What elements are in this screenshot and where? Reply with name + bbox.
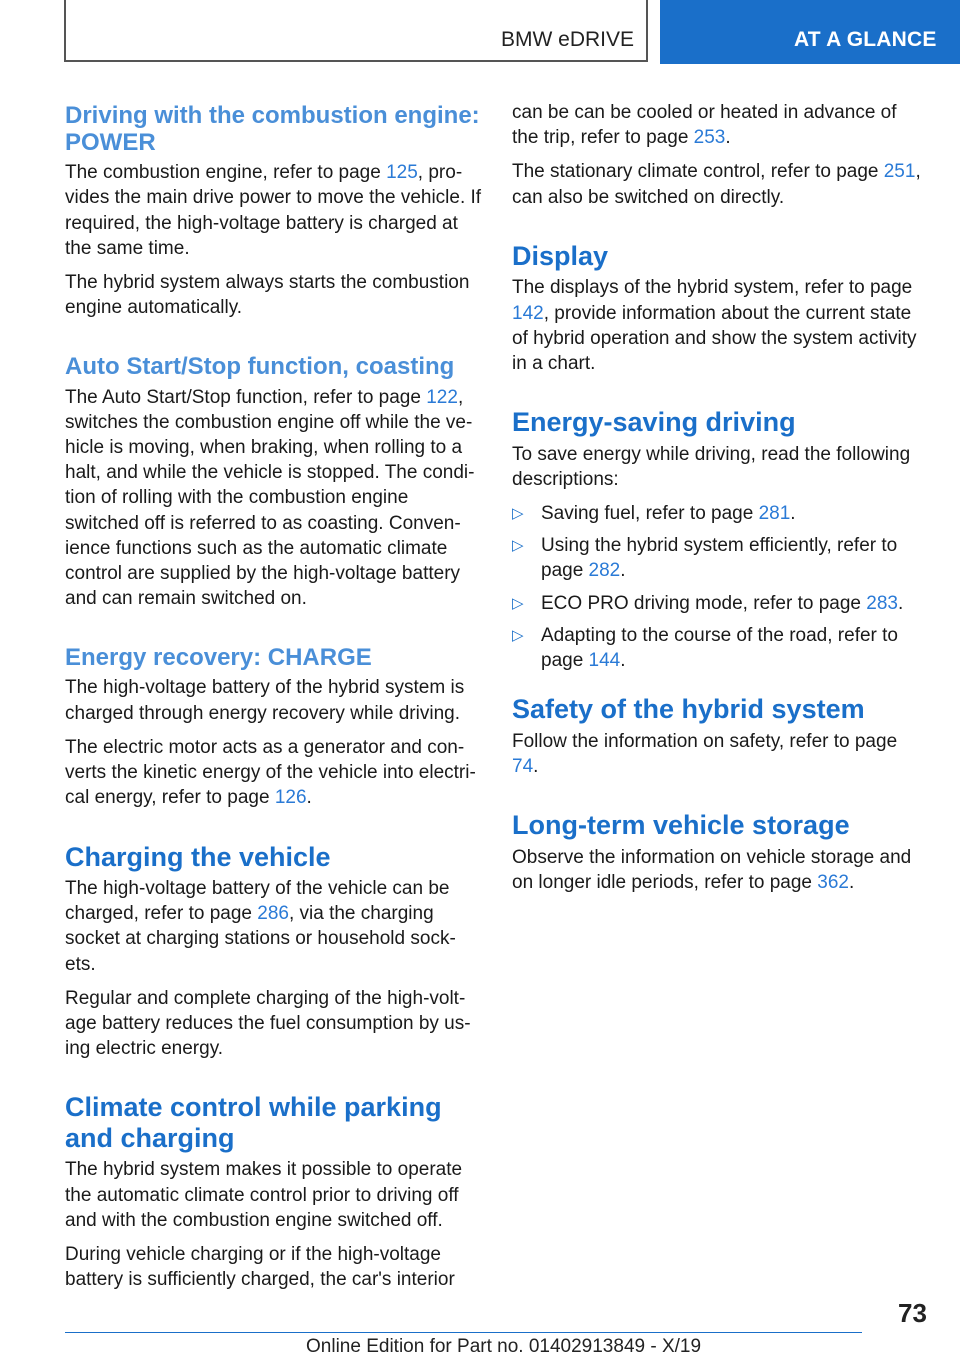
page-number: 73 (898, 1298, 927, 1328)
header-chapter-label: BMW eDRIVE (500, 28, 634, 51)
heading-display: Display (512, 240, 609, 271)
footer-divider (65, 1332, 862, 1333)
page-link[interactable]: 283 (866, 592, 898, 614)
list-item: ▷ Using the hybrid system efficiently, refer to page 282. (512, 535, 898, 582)
page-link[interactable]: 122 (426, 386, 458, 408)
paragraph: Regular and complete charging of the high-volt-age battery reduces the fuel consumption by us-ing electric energy. (65, 987, 471, 1060)
paragraph: The high-voltage battery of the hybrid system is charged through energy recovery while driving. (65, 677, 465, 724)
right-column (512, 100, 922, 904)
heading-charging-vehicle: Charging the vehicle (65, 841, 331, 872)
triangle-bullet-icon: ▷ (512, 594, 524, 612)
page-link[interactable]: 251 (883, 161, 916, 183)
list-item: ▷ Saving fuel, refer to page 281. (512, 501, 922, 526)
page-link[interactable]: 142 (512, 302, 544, 324)
heading-energy-recovery: Energy recovery: CHARGE (65, 644, 372, 672)
paragraph: The hybrid system always starts the combustion engine automatically. (65, 272, 470, 319)
paragraph: The high-voltage battery of the vehicle can be charged, refer to page 286, via the charging socket at charging stations or household sock-ets. (65, 878, 456, 975)
page-link[interactable]: 282 (588, 560, 621, 582)
page-link[interactable]: 126 (274, 787, 307, 809)
paragraph: can be can be cooled or heated in advance of the trip, refer to page 253. (512, 102, 897, 149)
triangle-bullet-icon: ▷ (512, 626, 524, 644)
energy-saving-list (512, 501, 922, 673)
heading-long-term-storage: Long-term vehicle storage (512, 810, 850, 841)
heading-driving-combustion: Driving with the combustion engine: POWER (65, 102, 480, 157)
list-item: ▷ ECO PRO driving mode, refer to page 283. (512, 591, 922, 616)
paragraph: The stationary climate control, refer to page 251, can also be switched on directly. (512, 161, 921, 208)
paragraph: The electric motor acts as a generator and con-verts the kinetic energy of the vehicle into electri-cal energy, refer to page 126. (65, 736, 476, 809)
header-section-tab[interactable] (660, 0, 960, 64)
paragraph: The displays of the hybrid system, refer to page 142, provide information about the current state of hybrid operation and show the system activity in a chart. (512, 277, 917, 374)
page-link[interactable]: 281 (758, 503, 791, 525)
heading-auto-start-stop: Auto Start/Stop function, coasting (65, 353, 455, 381)
paragraph: To save energy while driving, read the following descriptions: (512, 443, 911, 490)
paragraph: The Auto Start/Stop function, refer to page 122, switches the combustion engine off while the ve-hicle is moving, when braking, when rolling to a halt, and while the vehicle is stopped. The condi-tion of rolling with the combustion engine switched off is referred to as coasting. Conven-ience functions such as the automatic climate control are supplied by the high-voltage battery and can remain switched on. (65, 386, 475, 610)
paragraph: During vehicle charging or if the high-voltage battery is sufficiently charged, the car's interior (65, 1244, 455, 1291)
page-link[interactable]: 144 (588, 650, 621, 672)
header-section-label: AT A GLANCE (794, 28, 937, 51)
page-link[interactable]: 125 (386, 162, 418, 184)
page-link[interactable]: 286 (257, 903, 289, 925)
paragraph: Follow the information on safety, refer to page 74. (512, 730, 898, 777)
heading-safety-hybrid: Safety of the hybrid system (512, 694, 865, 725)
heading-climate-control-parking: Climate control while parking and charging (65, 1092, 442, 1153)
page-link[interactable]: 253 (693, 127, 726, 149)
paragraph: The hybrid system makes it possible to operate the automatic climate control prior to driving off and with the combustion engine switched off. (65, 1159, 463, 1231)
list-item: ▷ Adapting to the course of the road, refer to page 144. (512, 624, 899, 672)
page-link[interactable]: 74 (512, 755, 534, 777)
paragraph: Observe the information on vehicle storage and on longer idle periods, refer to page 362. (512, 846, 912, 893)
page-link[interactable]: 362 (817, 871, 849, 893)
triangle-bullet-icon: ▷ (512, 537, 524, 555)
footer-edition: Online Edition for Part no. 01402913849 - X/19 (306, 1336, 702, 1357)
heading-energy-saving: Energy-saving driving (512, 407, 796, 438)
paragraph: The combustion engine, refer to page 125, pro-vides the main drive power to move the vehicle. If required, the high-voltage battery is charged at the same time. (65, 162, 482, 259)
header-left-box (64, 0, 648, 62)
left-column (65, 100, 485, 1301)
triangle-bullet-icon: ▷ (512, 505, 524, 523)
